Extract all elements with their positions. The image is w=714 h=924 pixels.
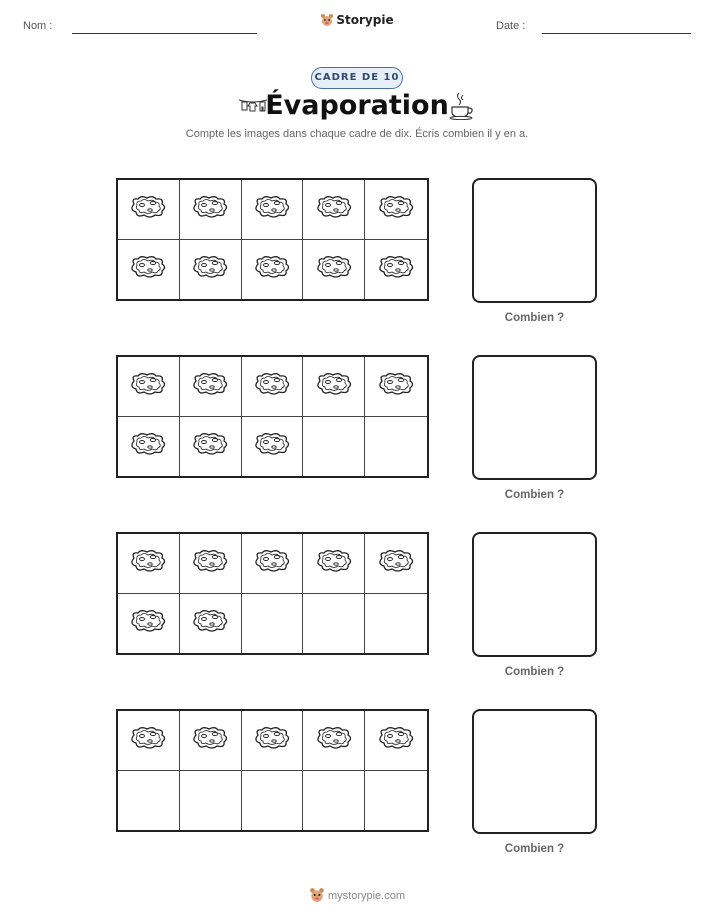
frame-cell xyxy=(365,534,427,594)
footer xyxy=(0,887,714,903)
frame-cell xyxy=(365,240,427,300)
puddle-icon xyxy=(190,431,230,462)
frame-cell xyxy=(118,180,180,240)
puddle-icon xyxy=(190,608,230,639)
frame-cell xyxy=(180,180,242,240)
puddle-icon xyxy=(314,371,354,402)
frame-cell xyxy=(180,711,242,771)
puddle-icon xyxy=(190,725,230,756)
page-title: Évaporation xyxy=(265,90,449,121)
frame-cell xyxy=(118,534,180,594)
footer-url: mystorypie.com xyxy=(327,890,406,902)
ten-frame xyxy=(116,178,429,301)
frame-cell xyxy=(303,594,365,654)
bear-logo-icon xyxy=(309,887,325,903)
frame-cell xyxy=(180,417,242,477)
puddle-icon xyxy=(314,725,354,756)
answer-box[interactable] xyxy=(472,178,597,303)
frame-cell xyxy=(303,357,365,417)
puddle-icon xyxy=(128,431,168,462)
puddle-icon xyxy=(252,431,292,462)
frame-cell xyxy=(118,240,180,300)
puddle-icon xyxy=(252,725,292,756)
puddle-icon xyxy=(128,548,168,579)
frame-cell xyxy=(180,357,242,417)
frame-cell xyxy=(180,534,242,594)
frame-cell xyxy=(303,417,365,477)
puddle-icon xyxy=(128,725,168,756)
puddle-icon xyxy=(128,194,168,225)
frame-cell xyxy=(180,771,242,831)
frame-cell xyxy=(365,594,427,654)
combien-label: Combien ? xyxy=(504,312,565,324)
puddle-icon xyxy=(190,254,230,285)
frame-cell xyxy=(242,357,304,417)
puddle-icon xyxy=(376,548,416,579)
frame-cell xyxy=(365,711,427,771)
answer-box[interactable] xyxy=(472,355,597,480)
frame-cell xyxy=(242,711,304,771)
instructions: Compte les images dans chaque cadre de dix. Écris combien il y en a. xyxy=(185,128,529,140)
puddle-icon xyxy=(128,254,168,285)
combien-label: Combien ? xyxy=(504,843,565,855)
combien-label: Combien ? xyxy=(504,666,565,678)
puddle-icon xyxy=(190,548,230,579)
date-label: Date : xyxy=(496,20,526,32)
answer-box[interactable] xyxy=(472,709,597,834)
frame-cell xyxy=(303,240,365,300)
name-label: Nom : xyxy=(23,20,53,32)
frame-cell xyxy=(365,357,427,417)
frame-cell xyxy=(303,180,365,240)
frame-cell xyxy=(303,771,365,831)
puddle-icon xyxy=(314,548,354,579)
frame-cell xyxy=(242,417,304,477)
date-line[interactable] xyxy=(542,33,691,34)
ten-frame xyxy=(116,355,429,478)
frame-cell xyxy=(180,594,242,654)
puddle-icon xyxy=(252,548,292,579)
puddle-icon xyxy=(190,371,230,402)
ten-frame xyxy=(116,709,429,832)
puddle-icon xyxy=(128,371,168,402)
frame-cell xyxy=(303,534,365,594)
ten-frame xyxy=(116,532,429,655)
combien-label: Combien ? xyxy=(504,489,565,501)
frame-cell xyxy=(118,711,180,771)
name-line[interactable] xyxy=(72,33,257,34)
bear-logo-icon xyxy=(320,13,334,27)
answer-box[interactable] xyxy=(472,532,597,657)
puddle-icon xyxy=(314,254,354,285)
puddle-icon xyxy=(376,725,416,756)
puddle-icon xyxy=(376,194,416,225)
puddle-icon xyxy=(190,194,230,225)
frame-cell xyxy=(365,771,427,831)
frame-cell xyxy=(118,771,180,831)
frame-cell xyxy=(303,711,365,771)
frame-cell xyxy=(242,594,304,654)
steaming-cup-icon xyxy=(448,90,476,120)
puddle-icon xyxy=(376,254,416,285)
frame-cell xyxy=(365,417,427,477)
frame-cell xyxy=(180,240,242,300)
puddle-icon xyxy=(252,371,292,402)
brand-name: Storypie xyxy=(336,13,394,27)
puddle-icon xyxy=(128,608,168,639)
frame-cell xyxy=(365,180,427,240)
frame-cell xyxy=(118,357,180,417)
frame-cell xyxy=(242,180,304,240)
puddle-icon xyxy=(252,254,292,285)
frame-cell xyxy=(118,594,180,654)
puddle-icon xyxy=(252,194,292,225)
puddle-icon xyxy=(314,194,354,225)
frame-cell xyxy=(242,240,304,300)
frame-cell xyxy=(242,771,304,831)
brand xyxy=(0,13,714,27)
puddle-icon xyxy=(376,371,416,402)
frame-cell xyxy=(118,417,180,477)
type-badge: CADRE DE 10 xyxy=(311,67,403,89)
frame-cell xyxy=(242,534,304,594)
